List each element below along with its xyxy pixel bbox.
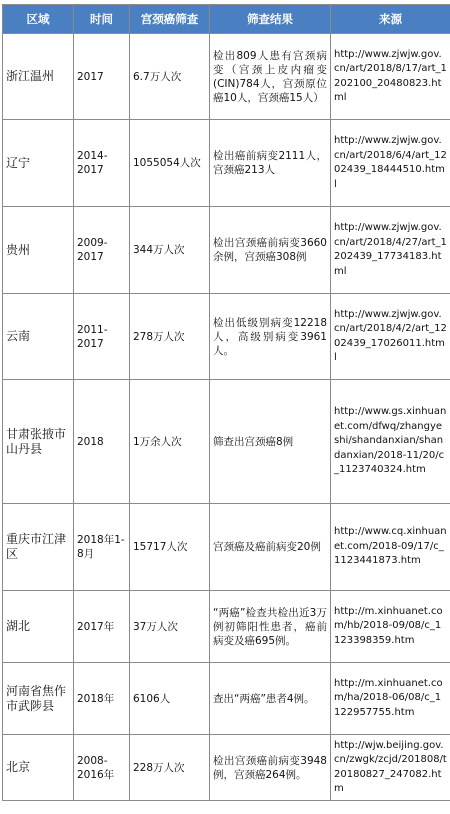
table-row: [3, 663, 450, 735]
cell-count: 1万余人次: [130, 380, 210, 504]
header-screening-count: 宫颈癌筛查: [130, 5, 210, 34]
cell-source-link[interactable]: http://www.cq.xinhuanet.com/2018-09/17/c_1123441873.htm: [331, 504, 450, 591]
cell-source-link[interactable]: http://www.zjwjw.gov.cn/art/2018/4/2/art_1202439_17026011.html: [331, 294, 450, 380]
table-row: [3, 34, 450, 120]
cell-source-link[interactable]: http://www.zjwjw.gov.cn/art/2018/4/27/art_1202439_17734183.html: [331, 207, 450, 294]
cell-time: 2018: [74, 380, 130, 504]
cell-region: 重庆市江津区: [3, 504, 74, 591]
table-row: [3, 380, 450, 504]
header-source: 来源: [331, 5, 450, 34]
cell-result: 检出809人患有宫颈病变（宫颈上皮内瘤变(CIN)784人，宫颈原位癌10人，宫颈癌15人）: [210, 34, 331, 120]
cell-time: 2011-2017: [74, 294, 130, 380]
cell-time: 2009-2017: [74, 207, 130, 294]
cell-count: 344万人次: [130, 207, 210, 294]
cell-result: “两癌”检查共检出近3万例初筛阳性患者，癌前病变及癌695例。: [210, 591, 331, 663]
cell-count: 15717人次: [130, 504, 210, 591]
cell-result: 检出癌前病变2111人，宫颈癌213人: [210, 120, 331, 207]
cell-result: 检出宫颈癌前病变3660余例，宫颈癌308例: [210, 207, 331, 294]
cell-source-link[interactable]: http://wjw.beijing.gov.cn/zwgk/zcjd/201808/t20180827_247082.htm: [331, 735, 450, 801]
cell-region: 湖北: [3, 591, 74, 663]
cell-region: 甘肃张掖市山丹县: [3, 380, 74, 504]
cell-source-link[interactable]: http://m.xinhuanet.com/hb/2018-09/08/c_1123398359.htm: [331, 591, 450, 663]
cell-count: 228万人次: [130, 735, 210, 801]
cervical-screening-table: [2, 4, 450, 801]
cell-count: 37万人次: [130, 591, 210, 663]
table-header-row: [3, 5, 450, 34]
cell-region: 河南省焦作市武陟县: [3, 663, 74, 735]
cell-time: 2008-2016年: [74, 735, 130, 801]
cell-source-link[interactable]: http://www.zjwjw.gov.cn/art/2018/8/17/art_1202100_20480823.html: [331, 34, 450, 120]
cell-time: 2017年: [74, 591, 130, 663]
cell-source-link[interactable]: http://m.xinhuanet.com/ha/2018-06/08/c_1122957755.htm: [331, 663, 450, 735]
table-row: [3, 120, 450, 207]
header-time: 时间: [74, 5, 130, 34]
cell-time: 2017: [74, 34, 130, 120]
cell-count: 1055054人次: [130, 120, 210, 207]
cell-time: 2018年1-8月: [74, 504, 130, 591]
cell-region: 云南: [3, 294, 74, 380]
table-row: [3, 294, 450, 380]
cell-result: 检出低级别病变12218人，高级别病变3961人。: [210, 294, 331, 380]
cell-source-link[interactable]: http://www.zjwjw.gov.cn/art/2018/6/4/art_1202439_18444510.html: [331, 120, 450, 207]
table-row: [3, 735, 450, 801]
cell-result: 查出“两癌”患者4例。: [210, 663, 331, 735]
cell-count: 6106人: [130, 663, 210, 735]
table-row: [3, 504, 450, 591]
cell-count: 6.7万人次: [130, 34, 210, 120]
cell-time: 2014-2017: [74, 120, 130, 207]
table-row: [3, 207, 450, 294]
cell-time: 2018年: [74, 663, 130, 735]
cell-region: 贵州: [3, 207, 74, 294]
cell-source-link[interactable]: http://www.gs.xinhuanet.com/dfwq/zhangyeshi/shandanxian/shandanxian/2018-11/20/c_1123740324.htm: [331, 380, 450, 504]
cell-region: 浙江温州: [3, 34, 74, 120]
cell-result: 宫颈癌及癌前病变20例: [210, 504, 331, 591]
cell-count: 278万人次: [130, 294, 210, 380]
cell-result: 筛查出宫颈癌8例: [210, 380, 331, 504]
cell-region: 辽宁: [3, 120, 74, 207]
cell-region: 北京: [3, 735, 74, 801]
header-screening-result: 筛查结果: [210, 5, 331, 34]
cell-result: 检出宫颈癌前病变3948例，宫颈癌264例。: [210, 735, 331, 801]
header-region: 区域: [3, 5, 74, 34]
table-row: [3, 591, 450, 663]
